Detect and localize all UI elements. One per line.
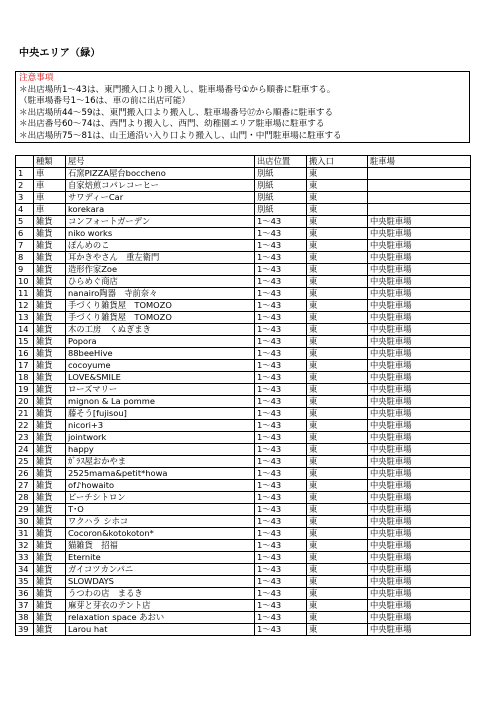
row-number: 34	[16, 564, 34, 576]
table-row	[16, 468, 471, 480]
notice-line: ＊出店場所75～81は、山王通沿い入り口より搬入し、山門・中門駐車場に駐車する	[19, 130, 342, 141]
row-type: 雑貨	[34, 384, 66, 396]
row-number: 35	[16, 576, 34, 588]
row-entrance: 東	[307, 444, 368, 456]
row-location: 1～43	[255, 576, 307, 588]
table-row	[16, 348, 471, 360]
row-type: 雑貨	[34, 576, 66, 588]
row-type: 雑貨	[34, 456, 66, 468]
row-entrance: 東	[307, 168, 368, 180]
row-number: 18	[16, 372, 34, 384]
notice-line: ＊出店番号60～74は、西門より搬入し、西門、幼稚園エリア駐車場に駐車する	[19, 119, 325, 130]
row-location: 1～43	[255, 348, 307, 360]
row-parking: 中央駐車場	[368, 264, 471, 276]
row-number: 29	[16, 504, 34, 516]
row-number: 26	[16, 468, 34, 480]
row-location: 1～43	[255, 360, 307, 372]
row-type: 雑貨	[34, 492, 66, 504]
row-type: 雑貨	[34, 408, 66, 420]
row-number: 36	[16, 588, 34, 600]
row-shop-name: ローズマリー	[66, 384, 255, 396]
row-type: 雑貨	[34, 564, 66, 576]
row-number: 2	[16, 180, 34, 192]
row-number: 33	[16, 552, 34, 564]
row-parking: 中央駐車場	[368, 588, 471, 600]
row-parking: 中央駐車場	[368, 480, 471, 492]
row-location: 1～43	[255, 312, 307, 324]
row-location: 1～43	[255, 504, 307, 516]
table-row	[16, 360, 471, 372]
row-location: 1～43	[255, 552, 307, 564]
row-location: 1～43	[255, 288, 307, 300]
row-type: 雑貨	[34, 300, 66, 312]
row-location: 1～43	[255, 468, 307, 480]
row-shop-name: ワクハラ シホコ	[66, 516, 255, 528]
notice-heading: 注意事項	[19, 73, 54, 83]
row-type: 雑貨	[34, 624, 66, 636]
row-number: 12	[16, 300, 34, 312]
row-number: 7	[16, 240, 34, 252]
row-parking	[368, 192, 471, 204]
row-entrance: 東	[307, 180, 368, 192]
page-title: 中央エリア（緑）	[19, 48, 101, 59]
table-row	[16, 576, 471, 588]
row-location: 1～43	[255, 564, 307, 576]
row-type: 雑貨	[34, 396, 66, 408]
row-entrance: 東	[307, 516, 368, 528]
table-row	[16, 600, 471, 612]
row-parking: 中央駐車場	[368, 576, 471, 588]
header-number	[16, 156, 34, 168]
row-location: 1～43	[255, 600, 307, 612]
row-type: 雑貨	[34, 600, 66, 612]
row-entrance: 東	[307, 528, 368, 540]
row-location: 1～43	[255, 336, 307, 348]
row-number: 31	[16, 528, 34, 540]
row-type: 雑貨	[34, 588, 66, 600]
table-row	[16, 456, 471, 468]
table-row	[16, 216, 471, 228]
row-shop-name: ガイコツカンパニ	[66, 564, 255, 576]
row-number: 27	[16, 480, 34, 492]
row-shop-name: LOVE&SMILE	[66, 372, 255, 384]
table-row	[16, 564, 471, 576]
row-parking: 中央駐車場	[368, 324, 471, 336]
row-location: 1～43	[255, 528, 307, 540]
table-row	[16, 396, 471, 408]
table-row	[16, 264, 471, 276]
row-type: 車	[34, 192, 66, 204]
table-row	[16, 408, 471, 420]
row-location: 1～43	[255, 408, 307, 420]
row-location: 1～43	[255, 264, 307, 276]
row-location: 1～43	[255, 492, 307, 504]
row-number: 11	[16, 288, 34, 300]
row-number: 38	[16, 612, 34, 624]
row-shop-name: SLOWDAYS	[66, 576, 255, 588]
row-location: 1～43	[255, 588, 307, 600]
row-type: 雑貨	[34, 312, 66, 324]
row-entrance: 東	[307, 456, 368, 468]
table-row	[16, 480, 471, 492]
row-entrance: 東	[307, 312, 368, 324]
row-location: 別紙	[255, 180, 307, 192]
row-shop-name: jointwork	[66, 432, 255, 444]
row-number: 5	[16, 216, 34, 228]
row-type: 車	[34, 168, 66, 180]
row-parking: 中央駐車場	[368, 528, 471, 540]
table-row	[16, 504, 471, 516]
row-entrance: 東	[307, 372, 368, 384]
row-parking	[368, 168, 471, 180]
row-shop-name: Larou hat	[66, 624, 255, 636]
row-parking: 中央駐車場	[368, 624, 471, 636]
table-row	[16, 300, 471, 312]
row-entrance: 東	[307, 564, 368, 576]
row-parking: 中央駐車場	[368, 552, 471, 564]
row-shop-name: 耳かきやさん 重左衛門	[66, 252, 255, 264]
row-location: 1～43	[255, 420, 307, 432]
table-header-row	[16, 156, 471, 168]
row-number: 22	[16, 420, 34, 432]
row-entrance: 東	[307, 540, 368, 552]
row-type: 雑貨	[34, 252, 66, 264]
row-type: 雑貨	[34, 432, 66, 444]
row-location: 別紙	[255, 204, 307, 216]
table-row	[16, 204, 471, 216]
row-parking: 中央駐車場	[368, 504, 471, 516]
row-number: 3	[16, 192, 34, 204]
row-type: 雑貨	[34, 480, 66, 492]
row-shop-name: nanairo陶器 寺前奈々	[66, 288, 255, 300]
table-row	[16, 324, 471, 336]
row-entrance: 東	[307, 504, 368, 516]
row-entrance: 東	[307, 192, 368, 204]
row-number: 20	[16, 396, 34, 408]
row-shop-name: nicori+3	[66, 420, 255, 432]
row-shop-name: 手づくり雑貨屋 TOMOZO	[66, 300, 255, 312]
row-parking: 中央駐車場	[368, 372, 471, 384]
row-location: 1～43	[255, 444, 307, 456]
row-type: 雑貨	[34, 540, 66, 552]
row-number: 15	[16, 336, 34, 348]
header-type: 種類	[34, 156, 66, 168]
row-type: 雑貨	[34, 348, 66, 360]
row-parking: 中央駐車場	[368, 240, 471, 252]
row-parking: 中央駐車場	[368, 288, 471, 300]
row-parking: 中央駐車場	[368, 564, 471, 576]
table-row	[16, 588, 471, 600]
header-shop-name: 屋号	[66, 156, 255, 168]
row-number: 24	[16, 444, 34, 456]
row-number: 4	[16, 204, 34, 216]
row-number: 9	[16, 264, 34, 276]
row-location: 1～43	[255, 324, 307, 336]
row-number: 21	[16, 408, 34, 420]
row-location: 1～43	[255, 480, 307, 492]
table-row	[16, 180, 471, 192]
row-shop-name: 手づくり雑貨屋 TOMOZO	[66, 312, 255, 324]
row-shop-name: 造形作家Zoe	[66, 264, 255, 276]
row-type: 雑貨	[34, 444, 66, 456]
row-number: 25	[16, 456, 34, 468]
row-type: 雑貨	[34, 324, 66, 336]
vendor-table	[15, 155, 471, 636]
row-entrance: 東	[307, 492, 368, 504]
table-row	[16, 540, 471, 552]
table-row	[16, 624, 471, 636]
row-type: 雑貨	[34, 228, 66, 240]
row-type: 雑貨	[34, 528, 66, 540]
row-parking: 中央駐車場	[368, 228, 471, 240]
row-location: 1～43	[255, 240, 307, 252]
row-location: 1～43	[255, 300, 307, 312]
row-parking: 中央駐車場	[368, 360, 471, 372]
header-location: 出店位置	[255, 156, 307, 168]
row-location: 1～43	[255, 624, 307, 636]
table-row	[16, 240, 471, 252]
row-shop-name: ピーチシトロン	[66, 492, 255, 504]
row-entrance: 東	[307, 600, 368, 612]
table-row	[16, 420, 471, 432]
row-parking: 中央駐車場	[368, 216, 471, 228]
row-parking: 中央駐車場	[368, 540, 471, 552]
row-entrance: 東	[307, 240, 368, 252]
row-shop-name: 2525mama&petit*howa	[66, 468, 255, 480]
row-type: 雑貨	[34, 336, 66, 348]
row-shop-name: ｶﾞﾗｽ屋おかやま	[66, 456, 255, 468]
row-parking: 中央駐車場	[368, 300, 471, 312]
row-shop-name: korekara	[66, 204, 255, 216]
row-location: 1～43	[255, 228, 307, 240]
row-parking: 中央駐車場	[368, 492, 471, 504]
table-row	[16, 252, 471, 264]
row-number: 6	[16, 228, 34, 240]
row-parking: 中央駐車場	[368, 456, 471, 468]
table-row	[16, 336, 471, 348]
row-number: 1	[16, 168, 34, 180]
row-entrance: 東	[307, 420, 368, 432]
row-number: 39	[16, 624, 34, 636]
row-shop-name: of♪howaito	[66, 480, 255, 492]
row-shop-name: happy	[66, 444, 255, 456]
row-parking: 中央駐車場	[368, 408, 471, 420]
row-location: 1～43	[255, 216, 307, 228]
row-number: 16	[16, 348, 34, 360]
table-row	[16, 444, 471, 456]
row-type: 雑貨	[34, 216, 66, 228]
row-number: 13	[16, 312, 34, 324]
row-entrance: 東	[307, 624, 368, 636]
row-type: 雑貨	[34, 468, 66, 480]
row-parking: 中央駐車場	[368, 312, 471, 324]
row-shop-name: 石窯PIZZA屋台boccheno	[66, 168, 255, 180]
row-shop-name: Popora	[66, 336, 255, 348]
table-row	[16, 288, 471, 300]
row-shop-name: 麻芽と芽衣のテント店	[66, 600, 255, 612]
row-number: 17	[16, 360, 34, 372]
row-parking: 中央駐車場	[368, 432, 471, 444]
row-number: 28	[16, 492, 34, 504]
row-parking: 中央駐車場	[368, 516, 471, 528]
row-shop-name: 藤そう[fujisou]	[66, 408, 255, 420]
row-entrance: 東	[307, 252, 368, 264]
header-entrance: 搬入口	[307, 156, 368, 168]
row-entrance: 東	[307, 468, 368, 480]
row-location: 1～43	[255, 252, 307, 264]
row-type: 雑貨	[34, 420, 66, 432]
row-shop-name: cocoyume	[66, 360, 255, 372]
row-parking: 中央駐車場	[368, 384, 471, 396]
row-type: 雑貨	[34, 504, 66, 516]
row-location: 1～43	[255, 396, 307, 408]
row-parking: 中央駐車場	[368, 252, 471, 264]
row-shop-name: niko works	[66, 228, 255, 240]
row-number: 19	[16, 384, 34, 396]
row-entrance: 東	[307, 576, 368, 588]
row-number: 23	[16, 432, 34, 444]
row-type: 雑貨	[34, 264, 66, 276]
table-row	[16, 492, 471, 504]
row-parking: 中央駐車場	[368, 276, 471, 288]
row-shop-name: 88beeHive	[66, 348, 255, 360]
row-number: 32	[16, 540, 34, 552]
row-location: 別紙	[255, 168, 307, 180]
row-parking: 中央駐車場	[368, 468, 471, 480]
row-entrance: 東	[307, 300, 368, 312]
table-row	[16, 552, 471, 564]
row-type: 雑貨	[34, 516, 66, 528]
row-type: 雑貨	[34, 240, 66, 252]
row-parking: 中央駐車場	[368, 420, 471, 432]
row-type: 雑貨	[34, 552, 66, 564]
row-entrance: 東	[307, 276, 368, 288]
row-entrance: 東	[307, 216, 368, 228]
row-entrance: 東	[307, 204, 368, 216]
row-shop-name: サワディーCar	[66, 192, 255, 204]
table-row	[16, 276, 471, 288]
row-shop-name: T･O	[66, 504, 255, 516]
row-location: 別紙	[255, 192, 307, 204]
table-row	[16, 168, 471, 180]
row-shop-name: Cocoron&kotokoton*	[66, 528, 255, 540]
notice-line: （駐車場番号1～16は、車の前に出店可能）	[19, 96, 191, 107]
row-location: 1～43	[255, 540, 307, 552]
row-parking	[368, 204, 471, 216]
row-location: 1～43	[255, 432, 307, 444]
row-entrance: 東	[307, 396, 368, 408]
row-number: 14	[16, 324, 34, 336]
row-location: 1～43	[255, 456, 307, 468]
row-location: 1～43	[255, 384, 307, 396]
row-type: 雑貨	[34, 372, 66, 384]
row-entrance: 東	[307, 360, 368, 372]
row-type: 雑貨	[34, 276, 66, 288]
row-entrance: 東	[307, 480, 368, 492]
row-entrance: 東	[307, 612, 368, 624]
notice-box	[15, 71, 470, 143]
row-parking: 中央駐車場	[368, 336, 471, 348]
row-number: 10	[16, 276, 34, 288]
table-row	[16, 192, 471, 204]
row-number: 37	[16, 600, 34, 612]
row-parking: 中央駐車場	[368, 600, 471, 612]
row-type: 車	[34, 180, 66, 192]
header-parking: 駐車場	[368, 156, 471, 168]
row-shop-name: 猫雑貨 招福	[66, 540, 255, 552]
row-parking	[368, 180, 471, 192]
row-parking: 中央駐車場	[368, 396, 471, 408]
table-row	[16, 612, 471, 624]
row-entrance: 東	[307, 408, 368, 420]
row-type: 雑貨	[34, 288, 66, 300]
table-row	[16, 528, 471, 540]
table-row	[16, 312, 471, 324]
table-row	[16, 372, 471, 384]
row-parking: 中央駐車場	[368, 444, 471, 456]
row-entrance: 東	[307, 384, 368, 396]
row-entrance: 東	[307, 588, 368, 600]
row-entrance: 東	[307, 324, 368, 336]
notice-line: ＊出店場所44～59は、東門搬入口より搬入し、駐車場番号⑰から順番に駐車する	[19, 107, 334, 118]
row-entrance: 東	[307, 432, 368, 444]
row-location: 1～43	[255, 516, 307, 528]
row-shop-name: Eternite	[66, 552, 255, 564]
row-shop-name: mignon & La pomme	[66, 396, 255, 408]
row-type: 雑貨	[34, 360, 66, 372]
row-shop-name: relaxation space あおい	[66, 612, 255, 624]
table-row	[16, 432, 471, 444]
row-shop-name: ぽんめのこ	[66, 240, 255, 252]
row-entrance: 東	[307, 264, 368, 276]
row-number: 30	[16, 516, 34, 528]
row-parking: 中央駐車場	[368, 612, 471, 624]
row-location: 1～43	[255, 372, 307, 384]
row-shop-name: ひらめぐ商店	[66, 276, 255, 288]
row-number: 8	[16, 252, 34, 264]
row-shop-name: 自家焙煎コパレコーヒー	[66, 180, 255, 192]
row-location: 1～43	[255, 612, 307, 624]
notice-line: ＊出店場所1～43は、東門搬入口より搬入し、駐車場番号①から順番に駐車する。	[19, 84, 336, 95]
row-entrance: 東	[307, 348, 368, 360]
table-row	[16, 384, 471, 396]
row-shop-name: うつわの店 まるき	[66, 588, 255, 600]
table-row	[16, 228, 471, 240]
table-row	[16, 516, 471, 528]
row-entrance: 東	[307, 336, 368, 348]
row-parking: 中央駐車場	[368, 348, 471, 360]
row-location: 1～43	[255, 276, 307, 288]
row-entrance: 東	[307, 288, 368, 300]
row-entrance: 東	[307, 552, 368, 564]
row-entrance: 東	[307, 228, 368, 240]
row-shop-name: コンフォートガーデン	[66, 216, 255, 228]
row-shop-name: 木の工房 くぬぎまき	[66, 324, 255, 336]
row-type: 雑貨	[34, 612, 66, 624]
row-type: 車	[34, 204, 66, 216]
